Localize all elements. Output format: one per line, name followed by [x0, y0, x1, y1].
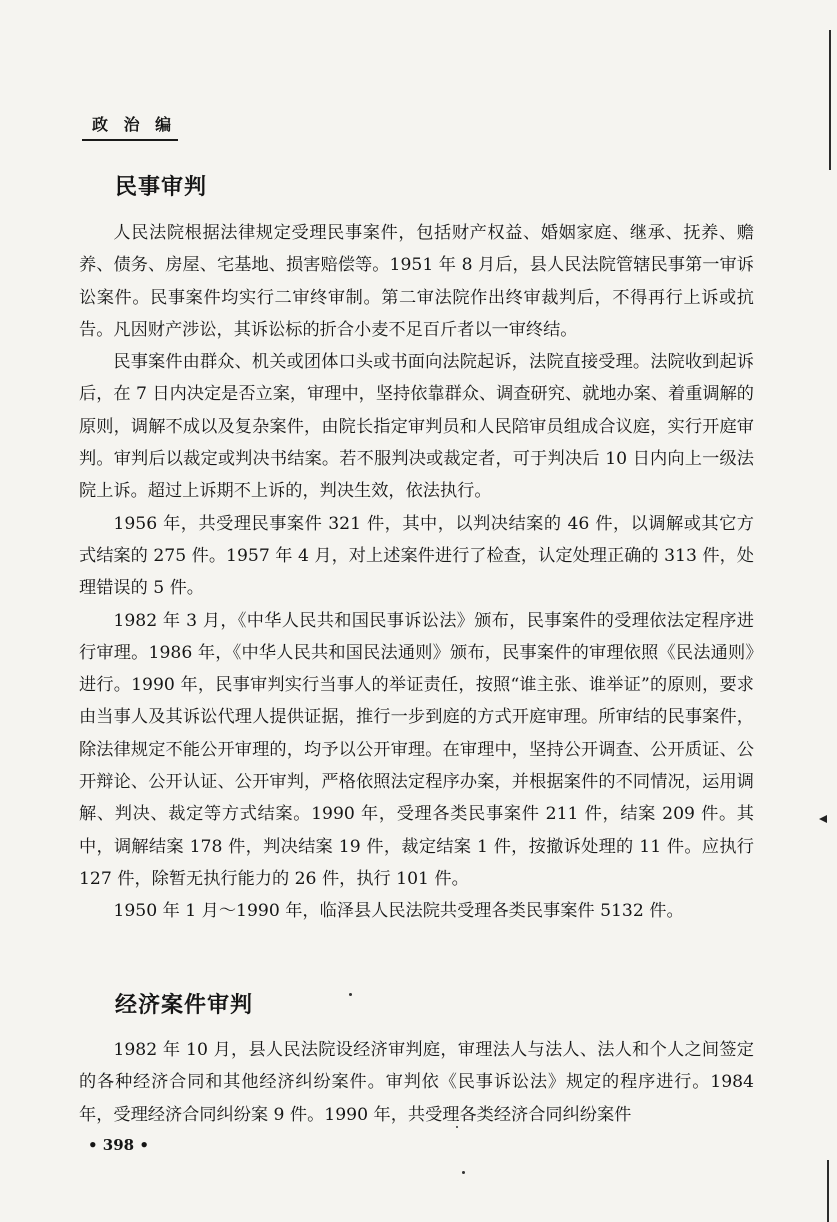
scan-speck	[349, 993, 352, 996]
scan-speck	[456, 1126, 458, 1128]
paragraph: 1982 年 3 月，《中华人民共和国民事诉讼法》颁布，民事案件的受理依法定程序进行审理。1986 年，《中华人民共和国民法通则》颁布，民事案件的审理依照《民法通则》进行。1990 年，民事审判实行当事人的举证责任，按照“谁主张、谁举证”的原则，要求由当事人及其诉讼代理人提供证据，推行一步到庭的方式开庭审理。所审结的民事案件，除法律规定不能公开审理的，均予以公开审理。在审理中，坚持公开调查、公开质证、公开辩论、公开认证、公开审判，严格依照法定程序办案，并根据案件的不同情况，运用调解、判决、裁定等方式结案。1990 年，受理各类民事案件 211 件，结案 209 件。其中，调解结案 178 件，判决结案 19 件，裁定结案 1 件，按撤诉处理的 11 件。应执行 127 件，除暂无执行能力的 26 件，执行 101 件。	[79, 610, 754, 889]
section-body-civil-trial	[79, 217, 754, 928]
paragraph: 1956 年，共受理民事案件 321 件，其中，以判决结案的 46 件，以调解或其它方式结案的 275 件。1957 年 4 月，对上述案件进行了检查，认定处理正确的 313 件，处理错误的 5 件。	[79, 513, 754, 599]
running-head: 政 治 编	[82, 112, 178, 141]
section-title-economic-trial: 经济案件审判	[115, 993, 254, 1018]
scan-edge-line	[827, 1160, 829, 1222]
scan-edge-line	[829, 30, 831, 170]
scan-speck	[819, 815, 827, 823]
paragraph: 民事案件由群众、机关或团体口头或书面向法院起诉，法院直接受理。法院收到起诉后，在 7 日内决定是否立案，审理中，坚持依靠群众、调查研究、就地办案、着重调解的原则，调解不成以及复杂案件，由院长指定审判员和人民陪审员组成合议庭，实行开庭审判。审判后以裁定或判决书结案。若不服判决或裁定者，可于判决后 10 日内向上一级法院上诉。超过上诉期不上诉的，判决生效，依法执行。	[79, 352, 754, 502]
section-title-civil-trial: 民事审判	[115, 175, 208, 200]
paragraph: 人民法院根据法律规定受理民事案件，包括财产权益、婚姻家庭、继承、抚养、赡养、债务、房屋、宅基地、损害赔偿等。1951 年 8 月后，县人民法院管辖民事第一审诉讼案件。民事案件均实行二审终审制。第二审法院作出终审裁判后，不得再行上诉或抗告。凡因财产涉讼，其诉讼标的折合小麦不足百斤者以一审终结。	[79, 223, 754, 340]
scan-speck	[462, 1171, 465, 1174]
page-number: • 398 •	[88, 1136, 149, 1154]
paragraph: 1982 年 10 月，县人民法院设经济审判庭，审理法人与法人、法人和个人之间签定的各种经济合同和其他经济纠纷案件。审判依《民事诉讼法》规定的程序进行。1984 年，受理经济合同纠纷案 9 件。1990 年，共受理各类经济合同纠纷案件	[79, 1040, 754, 1125]
section-body-economic-trial	[79, 1034, 754, 1131]
paragraph: 1950 年 1 月～1990 年，临泽县人民法院共受理各类民事案件 5132 件。	[113, 901, 684, 922]
